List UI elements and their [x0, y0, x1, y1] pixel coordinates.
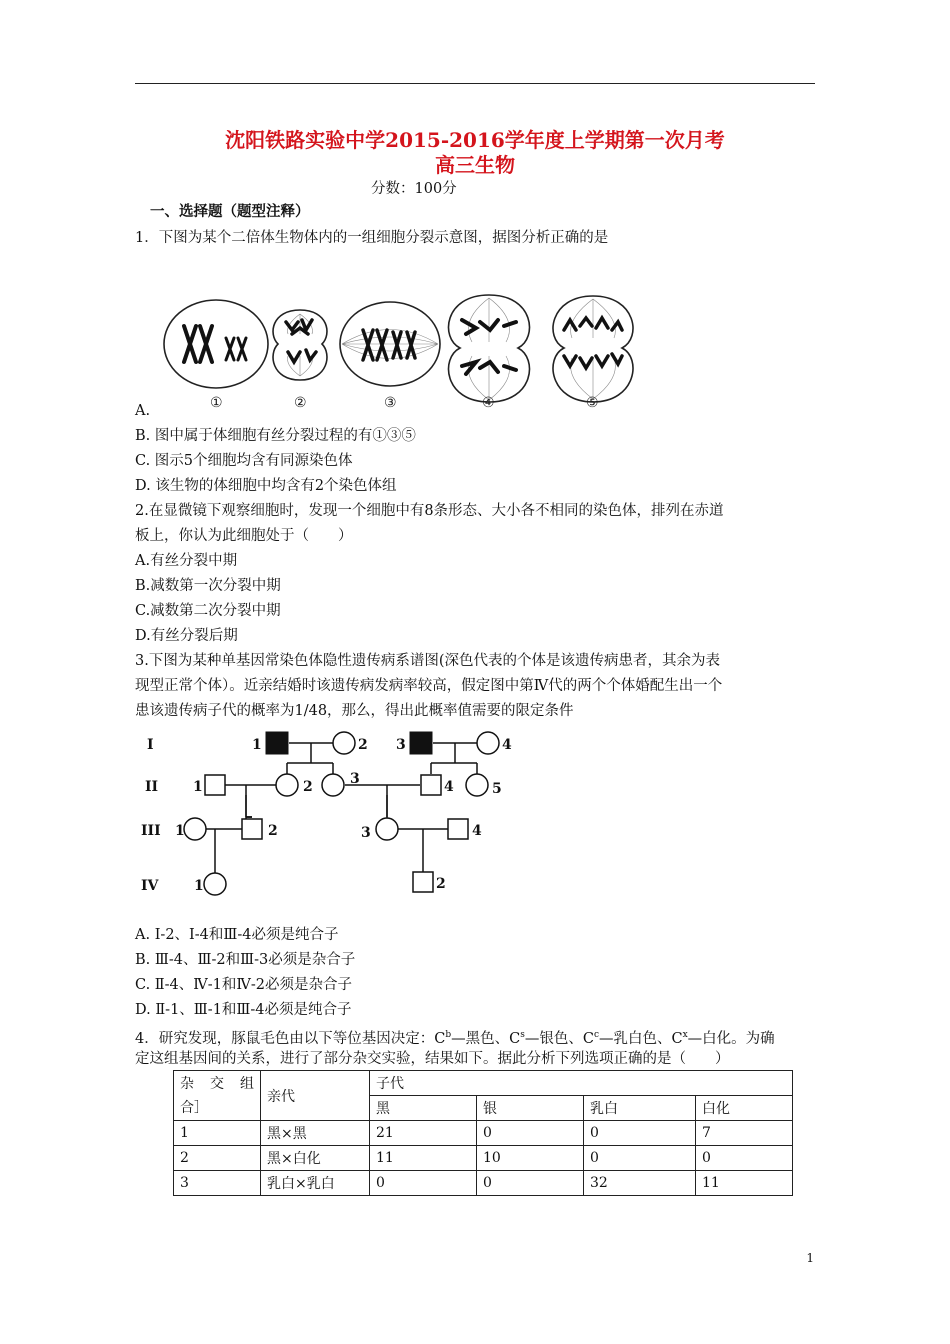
id-II2: 2 [303, 779, 313, 795]
id-I3: 3 [396, 737, 406, 753]
q3-option-a: A. Ⅰ-2、Ⅰ-4和Ⅲ-4必须是纯合子 [135, 927, 339, 943]
pedigree-III3 [376, 818, 398, 840]
pedigree-II1 [205, 775, 225, 795]
q1-option-d: D. 该生物的体细胞中均含有2个染色体组 [135, 478, 397, 494]
q1-option-c: C. 图示5个细胞均含有同源染色体 [135, 453, 353, 469]
q1-option-a: A. [135, 403, 151, 419]
q3-stem-line2: 现型正常个体）。近亲结婚时该遗传病发病率较高，假定图中第Ⅳ代的两个个体婚配生出一个 [135, 678, 723, 694]
th-silver: 银 [477, 1096, 584, 1121]
pedigree-II2 [276, 774, 298, 796]
q1-stem: 1．下图为某个二倍体生物体内的一组细胞分裂示意图，据图分析正确的是 [135, 230, 609, 246]
cell-label-1: ① [210, 395, 223, 411]
id-I4: 4 [502, 737, 512, 753]
page-title: 沈阳铁路实验中学2015-2016学年度上学期第一次月考 [225, 128, 725, 152]
table-row: 2 黑×白化 11 10 0 0 [174, 1146, 793, 1171]
pedigree-II5 [466, 774, 488, 796]
cell-label-5: ⑤ [586, 395, 599, 411]
id-IV1: 1 [194, 878, 204, 894]
page-number: 1 [806, 1251, 814, 1265]
gen-label-III: III [141, 823, 161, 839]
q2-option-c: C.减数第二次分裂中期 [135, 603, 281, 619]
q3-option-d: D. Ⅱ-1、Ⅲ-1和Ⅲ-4必须是纯合子 [135, 1002, 352, 1018]
pedigree-II4 [421, 775, 441, 795]
id-IV2: 2 [436, 876, 446, 892]
pedigree-chart [135, 725, 535, 910]
cell-label-3: ③ [384, 395, 397, 411]
th-cream: 乳白 [584, 1096, 696, 1121]
th-cross-group: 杂 交 组 合］ [174, 1071, 261, 1121]
cell-division-figure [160, 290, 660, 415]
pedigree-III2 [242, 819, 262, 839]
q2-option-d: D.有丝分裂后期 [135, 628, 238, 644]
id-I1: 1 [252, 737, 262, 753]
cross-results-table [173, 1070, 793, 1196]
cell-1 [164, 300, 268, 388]
q2-option-a: A.有丝分裂中期 [135, 553, 238, 569]
q4-stem-line2: 定这组基因间的关系，进行了部分杂交实验，结果如下。据此分析下列选项正确的是（ ） [135, 1051, 730, 1067]
q2-stem-line1: 2.在显微镜下观察细胞时，发现一个细胞中有8条形态、大小各不相同的染色体，排列在赤道 [135, 503, 724, 519]
id-III2: 2 [268, 823, 278, 839]
table-row: 3 乳白×乳白 0 0 32 11 [174, 1171, 793, 1196]
id-III4: 4 [472, 823, 482, 839]
gen-label-IV: IV [141, 878, 159, 894]
page-subtitle: 高三生物 [435, 153, 515, 177]
id-II5: 5 [492, 781, 502, 797]
pedigree-III4 [448, 819, 468, 839]
gen-label-II: II [145, 779, 159, 795]
id-I2: 2 [358, 737, 368, 753]
pedigree-I4 [477, 732, 499, 754]
pedigree-III1 [184, 818, 206, 840]
th-parent: 亲代 [261, 1071, 370, 1121]
pedigree-I3 [410, 732, 432, 754]
id-II4: 4 [444, 779, 454, 795]
gen-label-I: I [147, 737, 154, 753]
pedigree-I1 [266, 732, 288, 754]
q3-stem-line1: 3.下图为某种单基因常染色体隐性遗传病系谱图(深色代表的个体是该遗传病患者，其余为表 [135, 653, 720, 669]
q3-option-c: C. Ⅱ-4、Ⅳ-1和Ⅳ-2必须是杂合子 [135, 977, 352, 993]
id-III1: 1 [175, 823, 185, 839]
header-rule [135, 83, 815, 84]
cell-label-4: ④ [482, 395, 495, 411]
cell-label-2: ② [294, 395, 307, 411]
q4-stem-line1: 4．研究发现，豚鼠毛色由以下等位基因决定：$C^b—$黑色、$C^s—$银色、$C^c—$乳白色、$C^x—$白化。为确 [135, 1030, 775, 1047]
pedigree-II3 [322, 774, 344, 796]
id-III3: 3 [361, 825, 371, 841]
score-text: 分数：100分 [371, 181, 457, 197]
th-offspring: 子代 [370, 1071, 793, 1096]
q3-option-b: B. Ⅲ-4、Ⅲ-2和Ⅲ-3必须是杂合子 [135, 952, 356, 968]
pedigree-IV2 [413, 872, 433, 892]
q2-stem-line2: 板上，你认为此细胞处于（ ） [135, 528, 353, 544]
pedigree-IV1 [204, 873, 226, 895]
section-heading: 一、选择题（题型注释） [150, 203, 310, 220]
pedigree-I2 [333, 732, 355, 754]
th-albino: 白化 [696, 1096, 793, 1121]
id-II1: 1 [193, 779, 203, 795]
table-row: 1 黑×黑 21 0 0 7 [174, 1121, 793, 1146]
q1-option-b: B. 图中属于体细胞有丝分裂过程的有①③⑤ [135, 428, 416, 444]
q2-option-b: B.减数第一次分裂中期 [135, 578, 281, 594]
q3-stem-line3: 患该遗传病子代的概率为1/48，那么，得出此概率值需要的限定条件 [135, 703, 574, 719]
id-II3: 3 [350, 771, 360, 787]
th-black: 黑 [370, 1096, 477, 1121]
